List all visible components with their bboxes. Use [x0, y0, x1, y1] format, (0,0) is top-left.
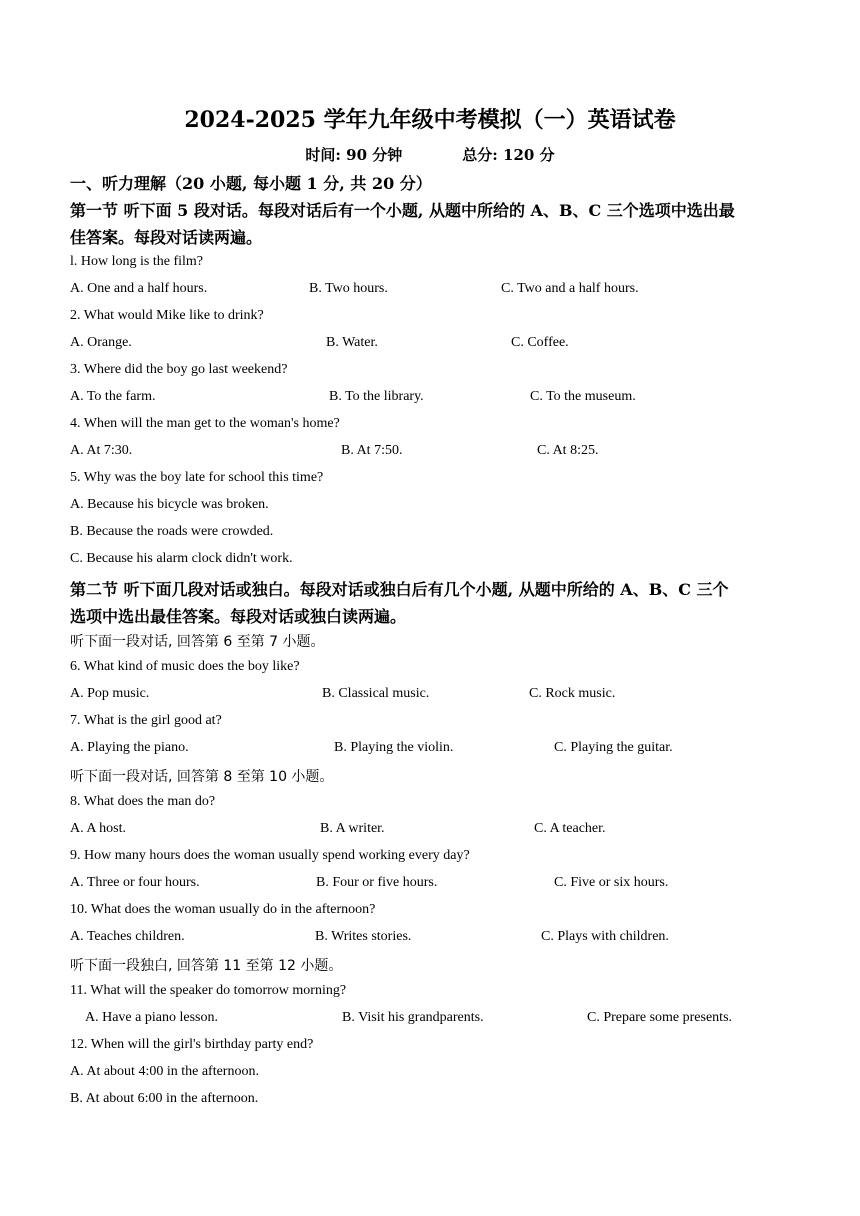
question-4-option-a: A. At 7:30.: [70, 443, 133, 458]
question-2-stem: 2. What would Mike like to drink?: [70, 308, 264, 323]
section2-instruction-line2: 选项中选出最佳答案。每段对话或独白读两遍。: [70, 607, 407, 626]
question-10-option-a: A. Teaches children.: [70, 929, 185, 944]
question-5-option-c: C. Because his alarm clock didn't work.: [70, 551, 293, 566]
question-9-option-c: C. Five or six hours.: [554, 875, 669, 890]
question-11-stem: 11. What will the speaker do tomorrow morning?: [70, 983, 347, 998]
question-4-stem: 4. When will the man get to the woman's home?: [70, 416, 340, 431]
question-4-option-c: C. At 8:25.: [537, 443, 599, 458]
question-9-option-b: B. Four or five hours.: [316, 875, 438, 890]
question-8-stem: 8. What does the man do?: [70, 794, 216, 809]
monologue-instruction: 听下面一段独白, 回答第 11 至第 12 小题。: [70, 958, 343, 974]
question-6-option-c: C. Rock music.: [529, 686, 616, 701]
question-11-option-a: A. Have a piano lesson.: [85, 1010, 218, 1025]
question-4-option-b: B. At 7:50.: [341, 443, 403, 458]
question-6-option-b: B. Classical music.: [322, 686, 430, 701]
dialogue-instruction-2: 听下面一段对话, 回答第 8 至第 10 小题。: [70, 769, 334, 785]
question-8-option-c: C. A teacher.: [534, 821, 606, 836]
exam-time: 时间: 90 分钟: [305, 146, 403, 164]
question-10-stem: 10. What does the woman usually do in the afternoon?: [70, 902, 376, 917]
question-2-option-b: B. Water.: [326, 335, 378, 350]
part1-heading: 一、听力理解（20 小题, 每小题 1 分, 共 20 分）: [70, 174, 432, 193]
exam-title: 2024-2025 学年九年级中考模拟（一）英语试卷: [184, 107, 676, 133]
question-8-option-b: B. A writer.: [320, 821, 385, 836]
question-3-stem: 3. Where did the boy go last weekend?: [70, 362, 288, 377]
question-6-option-a: A. Pop music.: [70, 686, 150, 701]
question-12-option-a: A. At about 4:00 in the afternoon.: [70, 1064, 259, 1079]
question-1-option-a: A. One and a half hours.: [70, 281, 208, 296]
question-10-option-b: B. Writes stories.: [315, 929, 412, 944]
question-10-option-c: C. Plays with children.: [541, 929, 669, 944]
question-5-option-a: A. Because his bicycle was broken.: [70, 497, 269, 512]
question-5-stem: 5. Why was the boy late for school this time?: [70, 470, 324, 485]
section2-instruction-line1: 第二节 听下面几段对话或独白。每段对话或独白后有几个小题, 从题中所给的 A、B、C 三个: [70, 580, 729, 599]
question-7-option-c: C. Playing the guitar.: [554, 740, 673, 755]
question-7-option-b: B. Playing the violin.: [334, 740, 454, 755]
question-3-option-c: C. To the museum.: [530, 389, 636, 404]
question-2-option-a: A. Orange.: [70, 335, 132, 350]
question-3-option-b: B. To the library.: [329, 389, 424, 404]
exam-meta: [0, 144, 860, 165]
section1-instruction-line2: 佳答案。每段对话读两遍。: [70, 228, 263, 247]
question-12-stem: 12. When will the girl's birthday party end?: [70, 1037, 314, 1052]
question-7-stem: 7. What is the girl good at?: [70, 713, 222, 728]
section1-instruction-line1: 第一节 听下面 5 段对话。每段对话后有一个小题, 从题中所给的 A、B、C 三个选项中选出最: [70, 201, 735, 220]
question-1-stem: l. How long is the film?: [70, 254, 203, 269]
question-6-stem: 6. What kind of music does the boy like?: [70, 659, 300, 674]
dialogue-instruction-1: 听下面一段对话, 回答第 6 至第 7 小题。: [70, 634, 325, 650]
question-3-option-a: A. To the farm.: [70, 389, 156, 404]
question-1-option-c: C. Two and a half hours.: [501, 281, 639, 296]
question-2-option-c: C. Coffee.: [511, 335, 569, 350]
question-5-option-b: B. Because the roads were crowded.: [70, 524, 274, 539]
question-9-stem: 9. How many hours does the woman usually spend working every day?: [70, 848, 470, 863]
question-1-option-b: B. Two hours.: [309, 281, 388, 296]
question-9-option-a: A. Three or four hours.: [70, 875, 200, 890]
question-11-option-c: C. Prepare some presents.: [587, 1010, 733, 1025]
question-8-option-a: A. A host.: [70, 821, 127, 836]
question-12-option-b: B. At about 6:00 in the afternoon.: [70, 1091, 259, 1106]
question-7-option-a: A. Playing the piano.: [70, 740, 189, 755]
exam-score: 总分: 120 分: [462, 146, 555, 164]
question-11-option-b: B. Visit his grandparents.: [342, 1010, 484, 1025]
